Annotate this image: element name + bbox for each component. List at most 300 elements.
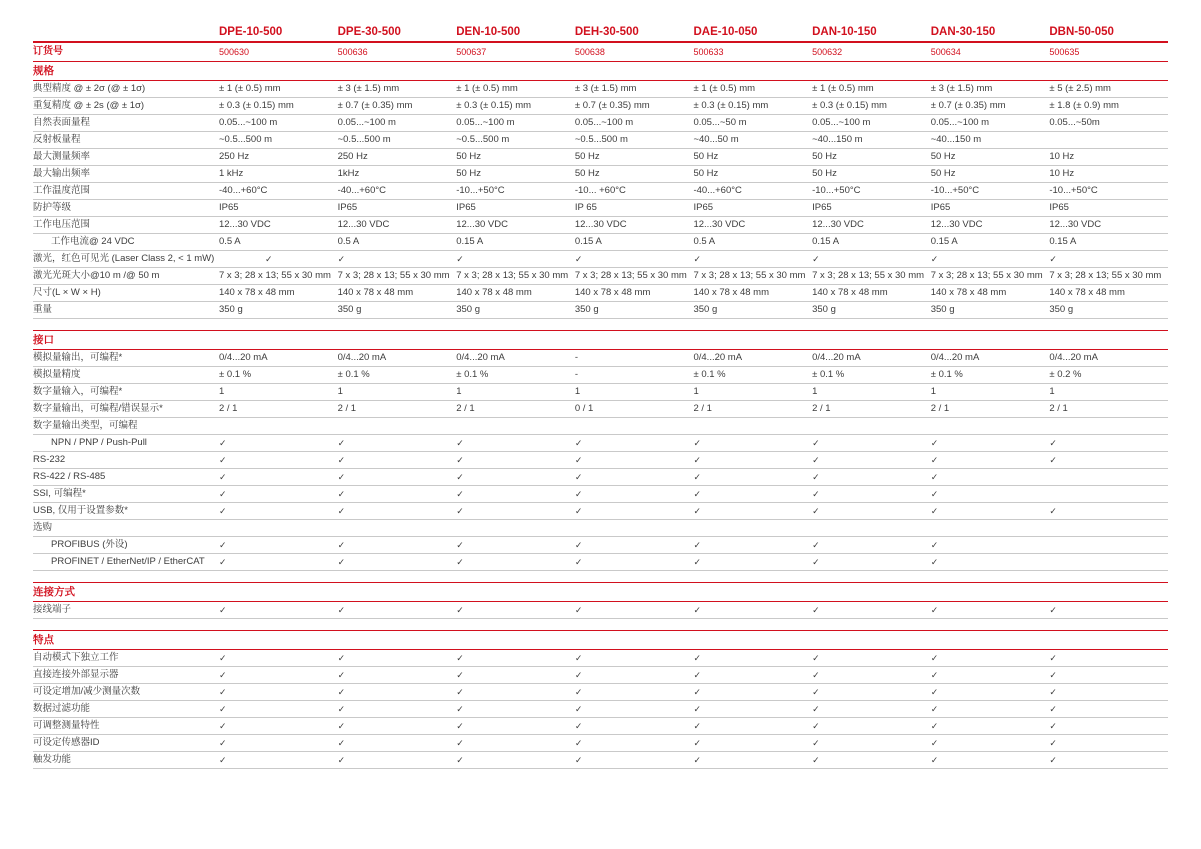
checkmark-icon: ✓ (693, 602, 812, 619)
checkmark-icon: ✓ (456, 650, 575, 667)
spec-value: 0/4...20 mA (338, 350, 457, 367)
spec-value: 7 x 3; 28 x 13; 55 x 30 mm (812, 268, 931, 285)
section-title: 接口 (33, 331, 1168, 350)
spec-value: 1 (575, 384, 694, 401)
column-header-model: DBN-50-050 (1049, 24, 1168, 42)
row-label: 重复精度 @ ± 2s (@ ± 1σ) (33, 98, 219, 115)
spec-value: IP65 (812, 200, 931, 217)
checkmark-icon: ✓ (338, 452, 457, 469)
spec-value: 350 g (456, 302, 575, 319)
data-row (33, 149, 1168, 166)
checkmark-icon: ✓ (456, 537, 575, 554)
spec-value: ± 3 (± 1.5) mm (338, 81, 457, 98)
spec-value (1049, 132, 1168, 149)
spec-value (1049, 537, 1168, 554)
checkmark-icon: ✓ (456, 435, 575, 452)
spec-value: IP65 (931, 200, 1050, 217)
checkmark-icon: ✓ (693, 718, 812, 735)
section-title: 特点 (33, 631, 1168, 650)
checkmark-icon: ✓ (693, 684, 812, 701)
spec-value: 140 x 78 x 48 mm (338, 285, 457, 302)
spec-value: 0.05...~100 m (338, 115, 457, 132)
spec-value: 50 Hz (931, 166, 1050, 183)
row-label: NPN / PNP / Push-Pull (33, 435, 219, 452)
spec-value: ~40...150 m (931, 132, 1050, 149)
row-label: 数字量输出类型，可编程 (33, 418, 219, 435)
checkmark-icon: ✓ (219, 503, 338, 520)
spec-value: 0.5 A (693, 234, 812, 251)
data-row (33, 554, 1168, 571)
spec-value: 50 Hz (931, 149, 1050, 166)
spec-value: ~40...150 m (812, 132, 931, 149)
spec-value: ± 1 (± 0.5) mm (812, 81, 931, 98)
checkmark-icon: ✓ (575, 602, 694, 619)
data-row (33, 418, 1168, 435)
row-label: 自然表面量程 (33, 115, 219, 132)
checkmark-icon: ✓ (575, 684, 694, 701)
checkmark-icon: ✓ (1049, 650, 1168, 667)
checkmark-icon: ✓ (812, 752, 931, 769)
spec-value: 0.15 A (812, 234, 931, 251)
spec-value: ± 1 (± 0.5) mm (693, 81, 812, 98)
spec-value (693, 418, 812, 435)
data-row (33, 81, 1168, 98)
checkmark-icon: ✓ (338, 469, 457, 486)
spec-value: 0.15 A (575, 234, 694, 251)
spec-value: IP65 (1049, 200, 1168, 217)
spec-value (1049, 469, 1168, 486)
spec-value: 0/4...20 mA (693, 350, 812, 367)
spec-value: ± 0.3 (± 0.15) mm (456, 98, 575, 115)
checkmark-icon: ✓ (219, 452, 338, 469)
spec-value: -40...+60°C (693, 183, 812, 200)
spec-value: -10...+50°C (812, 183, 931, 200)
spec-value: 0.5 A (219, 234, 338, 251)
checkmark-icon: ✓ (693, 554, 812, 571)
spec-value: 1 (456, 384, 575, 401)
data-row (33, 435, 1168, 452)
checkmark-icon: ✓ (456, 735, 575, 752)
spec-value: 7 x 3; 28 x 13; 55 x 30 mm (575, 268, 694, 285)
checkmark-icon: ✓ (812, 701, 931, 718)
checkmark-icon: ✓ (812, 554, 931, 571)
spec-table (33, 24, 1168, 769)
spec-value: ± 0.3 (± 0.15) mm (219, 98, 338, 115)
spec-value: 350 g (693, 302, 812, 319)
checkmark-icon: ✓ (693, 251, 812, 268)
row-label: 工作电流@ 24 VDC (33, 234, 219, 251)
spec-value: 10 Hz (1049, 149, 1168, 166)
row-label: SSI, 可编程* (33, 486, 219, 503)
spec-value: 12...30 VDC (1049, 217, 1168, 234)
checkmark-icon: ✓ (219, 701, 338, 718)
row-label: RS-422 / RS-485 (33, 469, 219, 486)
spec-value: ~0.5...500 m (575, 132, 694, 149)
checkmark-icon: ✓ (338, 752, 457, 769)
checkmark-icon: ✓ (575, 486, 694, 503)
spec-value: IP65 (456, 200, 575, 217)
checkmark-icon: ✓ (812, 435, 931, 452)
spec-value: 50 Hz (575, 149, 694, 166)
spec-value (812, 418, 931, 435)
checkmark-icon: ✓ (219, 251, 338, 268)
data-row (33, 350, 1168, 367)
spec-value: 1 (219, 384, 338, 401)
row-label: 触发功能 (33, 752, 219, 769)
spec-value: 7 x 3; 28 x 13; 55 x 30 mm (931, 268, 1050, 285)
spec-value: 12...30 VDC (219, 217, 338, 234)
spec-value (931, 520, 1050, 537)
spec-value: 2 / 1 (812, 401, 931, 418)
checkmark-icon: ✓ (931, 701, 1050, 718)
data-row (33, 367, 1168, 384)
spec-value: 250 Hz (219, 149, 338, 166)
order-number: 500633 (693, 42, 812, 62)
spec-value: ± 0.1 % (219, 367, 338, 384)
spec-value: 2 / 1 (931, 401, 1050, 418)
checkmark-icon: ✓ (575, 718, 694, 735)
row-label: 数字量输出，可编程/错误显示* (33, 401, 219, 418)
spec-value: ± 0.1 % (812, 367, 931, 384)
spec-value: ± 5 (± 2.5) mm (1049, 81, 1168, 98)
spec-value: 350 g (219, 302, 338, 319)
checkmark-icon: ✓ (575, 650, 694, 667)
data-row (33, 650, 1168, 667)
spec-value: ± 0.2 % (1049, 367, 1168, 384)
order-number: 500636 (338, 42, 457, 62)
spec-value: 140 x 78 x 48 mm (931, 285, 1050, 302)
data-row (33, 469, 1168, 486)
spec-value (1049, 486, 1168, 503)
checkmark-icon: ✓ (812, 469, 931, 486)
checkmark-icon: ✓ (338, 701, 457, 718)
section-spacer (33, 571, 1168, 583)
spec-value: IP65 (338, 200, 457, 217)
spec-value: ± 1 (± 0.5) mm (456, 81, 575, 98)
checkmark-icon: ✓ (575, 701, 694, 718)
checkmark-icon: ✓ (219, 554, 338, 571)
spec-value: 0/4...20 mA (456, 350, 575, 367)
section-spacer (33, 619, 1168, 631)
column-header-model: DPE-10-500 (219, 24, 338, 42)
checkmark-icon: ✓ (575, 537, 694, 554)
checkmark-icon: ✓ (693, 667, 812, 684)
spec-value (575, 520, 694, 537)
data-row (33, 98, 1168, 115)
spec-value: 7 x 3; 28 x 13; 55 x 30 mm (456, 268, 575, 285)
checkmark-icon: ✓ (693, 435, 812, 452)
checkmark-icon: ✓ (1049, 735, 1168, 752)
spec-value: 0/4...20 mA (219, 350, 338, 367)
checkmark-icon: ✓ (575, 752, 694, 769)
spec-value: 140 x 78 x 48 mm (456, 285, 575, 302)
spec-value (1049, 418, 1168, 435)
spec-value: 50 Hz (812, 166, 931, 183)
spec-value (931, 418, 1050, 435)
row-label: 可设定传感器ID (33, 735, 219, 752)
data-row (33, 503, 1168, 520)
checkmark-icon: ✓ (931, 435, 1050, 452)
spec-value: 140 x 78 x 48 mm (1049, 285, 1168, 302)
spec-value: -10... +60°C (575, 183, 694, 200)
spec-value: 12...30 VDC (456, 217, 575, 234)
checkmark-icon: ✓ (693, 701, 812, 718)
spec-value: 0.05...~50m (1049, 115, 1168, 132)
spec-value: ± 0.7 (± 0.35) mm (575, 98, 694, 115)
spec-value: 2 / 1 (219, 401, 338, 418)
order-row (33, 42, 1168, 62)
spec-value (1049, 520, 1168, 537)
column-header-model: DAE-10-050 (693, 24, 812, 42)
spec-value: 350 g (931, 302, 1050, 319)
checkmark-icon: ✓ (219, 667, 338, 684)
checkmark-icon: ✓ (812, 251, 931, 268)
row-label: 数字量输入，可编程* (33, 384, 219, 401)
checkmark-icon: ✓ (338, 718, 457, 735)
checkmark-icon: ✓ (338, 537, 457, 554)
spacer (33, 571, 1168, 583)
checkmark-icon: ✓ (219, 718, 338, 735)
row-label: PROFINET / EtherNet/IP / EtherCAT (33, 554, 219, 571)
checkmark-icon: ✓ (693, 486, 812, 503)
checkmark-icon: ✓ (575, 554, 694, 571)
checkmark-icon: ✓ (693, 650, 812, 667)
section-row (33, 62, 1168, 81)
spec-value: 1 (338, 384, 457, 401)
data-row (33, 602, 1168, 619)
checkmark-icon: ✓ (693, 452, 812, 469)
checkmark-icon: ✓ (456, 602, 575, 619)
spec-value: 0.05...~50 m (693, 115, 812, 132)
spec-value (456, 418, 575, 435)
data-row (33, 718, 1168, 735)
checkmark-icon: ✓ (575, 251, 694, 268)
row-label: 自动模式下独立工作 (33, 650, 219, 667)
column-header-model: DAN-10-150 (812, 24, 931, 42)
spec-value: 350 g (575, 302, 694, 319)
spec-value: 0.5 A (338, 234, 457, 251)
spec-value: 12...30 VDC (931, 217, 1050, 234)
checkmark-icon: ✓ (338, 503, 457, 520)
checkmark-icon: ✓ (1049, 251, 1168, 268)
spec-value: 0.05...~100 m (575, 115, 694, 132)
checkmark-icon: ✓ (219, 650, 338, 667)
spec-value: 140 x 78 x 48 mm (575, 285, 694, 302)
checkmark-icon: ✓ (456, 554, 575, 571)
checkmark-icon: ✓ (931, 735, 1050, 752)
spec-value: 2 / 1 (693, 401, 812, 418)
checkmark-icon: ✓ (456, 667, 575, 684)
spec-value: 50 Hz (812, 149, 931, 166)
column-header-model: DEN-10-500 (456, 24, 575, 42)
checkmark-icon: ✓ (456, 251, 575, 268)
checkmark-icon: ✓ (1049, 503, 1168, 520)
checkmark-icon: ✓ (812, 667, 931, 684)
spec-value: 0.05...~100 m (219, 115, 338, 132)
checkmark-icon: ✓ (338, 251, 457, 268)
spec-value: 2 / 1 (456, 401, 575, 418)
data-row (33, 234, 1168, 251)
checkmark-icon: ✓ (693, 503, 812, 520)
spec-value: 140 x 78 x 48 mm (693, 285, 812, 302)
checkmark-icon: ✓ (575, 667, 694, 684)
spec-value: 0/4...20 mA (1049, 350, 1168, 367)
data-row (33, 701, 1168, 718)
row-label: 接线端子 (33, 602, 219, 619)
column-header-model: DAN-30-150 (931, 24, 1050, 42)
spec-value: 12...30 VDC (575, 217, 694, 234)
row-label: 选购 (33, 520, 219, 537)
checkmark-icon: ✓ (812, 718, 931, 735)
section-row (33, 583, 1168, 602)
spec-value: ± 1 (± 0.5) mm (219, 81, 338, 98)
row-label: 模拟量精度 (33, 367, 219, 384)
checkmark-icon: ✓ (456, 503, 575, 520)
checkmark-icon: ✓ (931, 667, 1050, 684)
spec-value: -40...+60°C (219, 183, 338, 200)
order-number: 500634 (931, 42, 1050, 62)
data-row (33, 268, 1168, 285)
spec-value: -10...+50°C (456, 183, 575, 200)
checkmark-icon: ✓ (338, 602, 457, 619)
checkmark-icon: ✓ (456, 718, 575, 735)
spec-value: 7 x 3; 28 x 13; 55 x 30 mm (693, 268, 812, 285)
data-row (33, 401, 1168, 418)
row-label: 可调整测量特性 (33, 718, 219, 735)
checkmark-icon: ✓ (219, 752, 338, 769)
checkmark-icon: ✓ (219, 435, 338, 452)
spec-value: 1 (931, 384, 1050, 401)
spec-value: 12...30 VDC (338, 217, 457, 234)
checkmark-icon: ✓ (931, 537, 1050, 554)
checkmark-icon: ✓ (1049, 452, 1168, 469)
spec-value: ± 0.1 % (338, 367, 457, 384)
data-row (33, 115, 1168, 132)
checkmark-icon: ✓ (1049, 701, 1168, 718)
spec-value (219, 520, 338, 537)
row-label: RS-232 (33, 452, 219, 469)
checkmark-icon: ✓ (575, 503, 694, 520)
spec-value (338, 520, 457, 537)
spec-value: 1kHz (338, 166, 457, 183)
row-label: 最大输出频率 (33, 166, 219, 183)
row-label: 反射板量程 (33, 132, 219, 149)
data-row (33, 667, 1168, 684)
checkmark-icon: ✓ (338, 735, 457, 752)
spec-value: 350 g (1049, 302, 1168, 319)
spec-value: 0.05...~100 m (931, 115, 1050, 132)
spec-value: 0.05...~100 m (812, 115, 931, 132)
spec-value: 7 x 3; 28 x 13; 55 x 30 mm (338, 268, 457, 285)
row-label: 模拟量输出，可编程* (33, 350, 219, 367)
section-title: 规格 (33, 62, 1168, 81)
order-number: 500635 (1049, 42, 1168, 62)
spec-value: ± 0.1 % (456, 367, 575, 384)
spec-value: IP 65 (575, 200, 694, 217)
checkmark-icon: ✓ (931, 486, 1050, 503)
row-label: 激光光斑大小@10 m /@ 50 m (33, 268, 219, 285)
spec-value: 2 / 1 (1049, 401, 1168, 418)
spec-value: 12...30 VDC (693, 217, 812, 234)
spec-value: 0/4...20 mA (812, 350, 931, 367)
order-row-label: 订货号 (33, 42, 219, 62)
data-row (33, 200, 1168, 217)
spec-value: ± 1.8 (± 0.9) mm (1049, 98, 1168, 115)
spec-value (219, 418, 338, 435)
spec-value: ± 0.1 % (693, 367, 812, 384)
row-label: 数据过滤功能 (33, 701, 219, 718)
data-row (33, 520, 1168, 537)
checkmark-icon: ✓ (1049, 602, 1168, 619)
checkmark-icon: ✓ (931, 718, 1050, 735)
spec-value (575, 418, 694, 435)
checkmark-icon: ✓ (931, 684, 1050, 701)
checkmark-icon: ✓ (1049, 752, 1168, 769)
spec-value: 0.05...~100 m (456, 115, 575, 132)
data-row (33, 285, 1168, 302)
checkmark-icon: ✓ (338, 435, 457, 452)
spec-value: ~0.5...500 m (219, 132, 338, 149)
spec-value: IP65 (693, 200, 812, 217)
row-label: 典型精度 @ ± 2σ (@ ± 1σ) (33, 81, 219, 98)
checkmark-icon: ✓ (219, 537, 338, 554)
data-row (33, 537, 1168, 554)
checkmark-icon: ✓ (338, 554, 457, 571)
order-number: 500632 (812, 42, 931, 62)
checkmark-icon: ✓ (1049, 435, 1168, 452)
checkmark-icon: ✓ (931, 251, 1050, 268)
row-label: 工作电压范围 (33, 217, 219, 234)
data-row (33, 166, 1168, 183)
checkmark-icon: ✓ (219, 735, 338, 752)
spec-value (693, 520, 812, 537)
column-header-model: DPE-30-500 (338, 24, 457, 42)
spec-value (812, 520, 931, 537)
spec-value: - (575, 367, 694, 384)
section-row (33, 331, 1168, 350)
data-row (33, 452, 1168, 469)
spec-value: 350 g (338, 302, 457, 319)
row-label: 重量 (33, 302, 219, 319)
checkmark-icon: ✓ (931, 752, 1050, 769)
checkmark-icon: ✓ (1049, 684, 1168, 701)
spec-value: 7 x 3; 28 x 13; 55 x 30 mm (219, 268, 338, 285)
spacer (33, 619, 1168, 631)
spec-value: 1 (1049, 384, 1168, 401)
row-label: PROFIBUS (外设) (33, 537, 219, 554)
data-row (33, 384, 1168, 401)
checkmark-icon: ✓ (931, 602, 1050, 619)
checkmark-icon: ✓ (575, 452, 694, 469)
checkmark-icon: ✓ (812, 602, 931, 619)
checkmark-icon: ✓ (456, 469, 575, 486)
row-label: 尺寸(L × W × H) (33, 285, 219, 302)
spec-value (338, 418, 457, 435)
checkmark-icon: ✓ (1049, 667, 1168, 684)
order-number: 500637 (456, 42, 575, 62)
row-label: 激光，红色可见光 (Laser Class 2, < 1 mW) (33, 251, 219, 268)
row-label: USB, 仅用于设置参数* (33, 503, 219, 520)
data-row (33, 217, 1168, 234)
spec-value: ± 0.7 (± 0.35) mm (338, 98, 457, 115)
spec-value: 7 x 3; 28 x 13; 55 x 30 mm (1049, 268, 1168, 285)
spec-value: ± 0.3 (± 0.15) mm (812, 98, 931, 115)
checkmark-icon: ✓ (812, 503, 931, 520)
spec-value: ± 3 (± 1.5) mm (931, 81, 1050, 98)
spec-value: -40...+60°C (338, 183, 457, 200)
corner-cell (33, 24, 219, 42)
checkmark-icon: ✓ (575, 435, 694, 452)
